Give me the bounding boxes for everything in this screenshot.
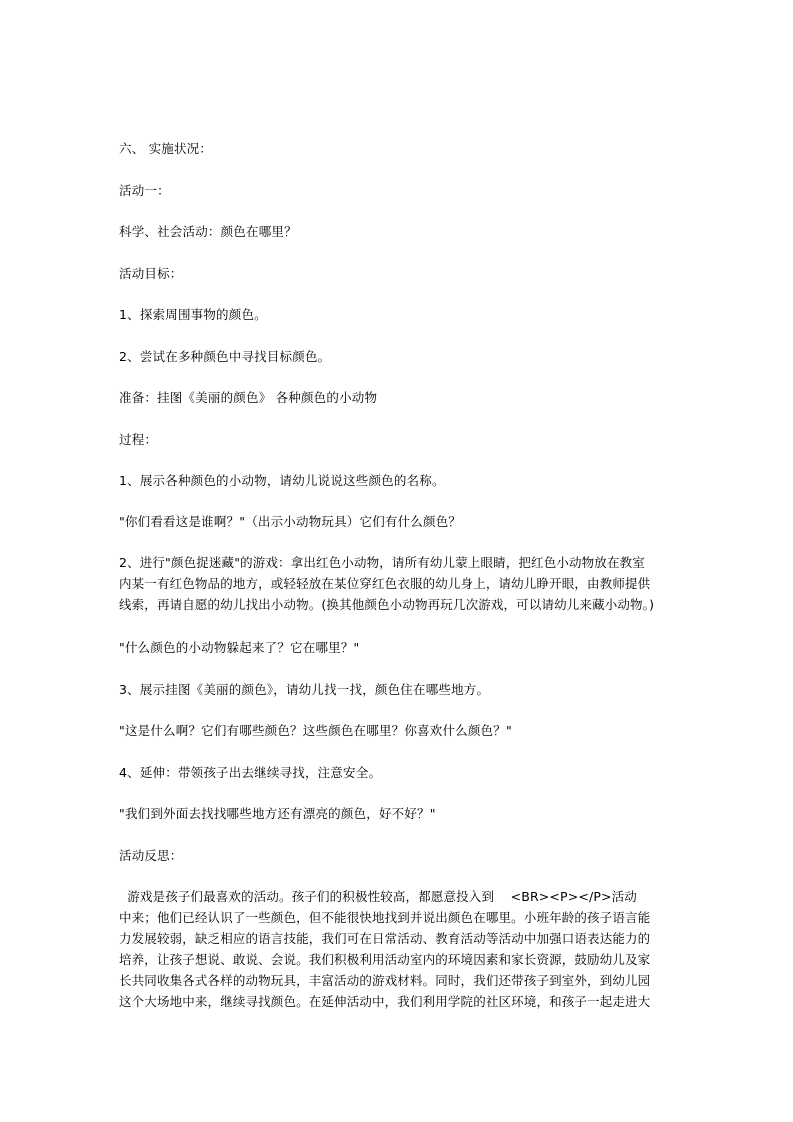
goal-item-2: 2、尝试在多种颜色中寻找目标颜色。 [119, 349, 331, 364]
reflection-paragraph [119, 886, 677, 1012]
reflection-label: 活动反思： [119, 848, 183, 863]
section-heading: 六、 实施状况： [119, 141, 213, 156]
paragraph-line: 长共同收集各式各样的动物玩具，丰富活动的游戏材料。同时，我们还带孩子到室外，到幼儿园 [119, 973, 651, 988]
goals-label: 活动目标： [119, 266, 183, 281]
preparation-text: 准备：挂图《美丽的颜色》 各种颜色的小动物 [119, 390, 378, 405]
process-step-2 [119, 552, 677, 615]
quote-1: "你们看看这是谁啊？"（出示小动物玩具）它们有什么颜色？ [119, 514, 462, 529]
activity-title: 科学、社会活动：颜色在哪里？ [119, 224, 297, 239]
paragraph-line: 内某一有红色物品的地方，或轻轻放在某位穿红色衣服的幼儿身上，请幼儿睁开眼，由教师提供 [119, 576, 651, 591]
paragraph-line: 培养，让孩子想说、敢说、会说。我们积极利用活动室内的环境因素和家长资源，鼓励幼儿及家 [119, 952, 651, 967]
quote-4: "我们到外面去找找哪些地方还有漂亮的颜色，好不好？" [119, 806, 436, 821]
paragraph-line: 这个大场地中来，继续寻找颜色。在延伸活动中，我们利用学院的社区环境，和孩子一起走进大 [119, 994, 651, 1009]
process-label: 过程： [119, 432, 158, 447]
quote-3: "这是什么啊？它们有哪些颜色？这些颜色在哪里？你喜欢什么颜色？" [119, 723, 512, 738]
paragraph-line: 2、进行"颜色捉迷藏"的游戏：拿出红色小动物，请所有幼儿蒙上眼睛，把红色小动物放在教室 [119, 555, 645, 570]
paragraph-line: 游戏是孩子们最喜欢的活动。孩子们的积极性较高，都愿意投入到 <BR><P></P>活动 [119, 889, 637, 904]
process-step-4: 4、延伸：带领孩子出去继续寻找，注意安全。 [119, 765, 382, 780]
process-step-1: 1、展示各种颜色的小动物，请幼儿说说这些颜色的名称。 [119, 473, 445, 488]
paragraph-line: 力发展较弱，缺乏相应的语言技能，我们可在日常活动、教育活动等活动中加强口语表达能力的 [119, 931, 651, 946]
activity-label: 活动一： [119, 183, 170, 198]
paragraph-line: 线索，再请自愿的幼儿找出小动物。(换其他颜色小动物再玩几次游戏，可以请幼儿来藏小动物。) [119, 597, 655, 612]
paragraph-line: 中来；他们已经认识了一些颜色，但不能很快地找到并说出颜色在哪里。小班年龄的孩子语言能 [119, 910, 651, 925]
goal-item-1: 1、探索周围事物的颜色。 [119, 307, 267, 322]
process-step-3: 3、展示挂图《美丽的颜色》，请幼儿找一找，颜色住在哪些地方。 [119, 682, 490, 697]
quote-2: "什么颜色的小动物躲起来了？它在哪里？" [119, 640, 360, 655]
